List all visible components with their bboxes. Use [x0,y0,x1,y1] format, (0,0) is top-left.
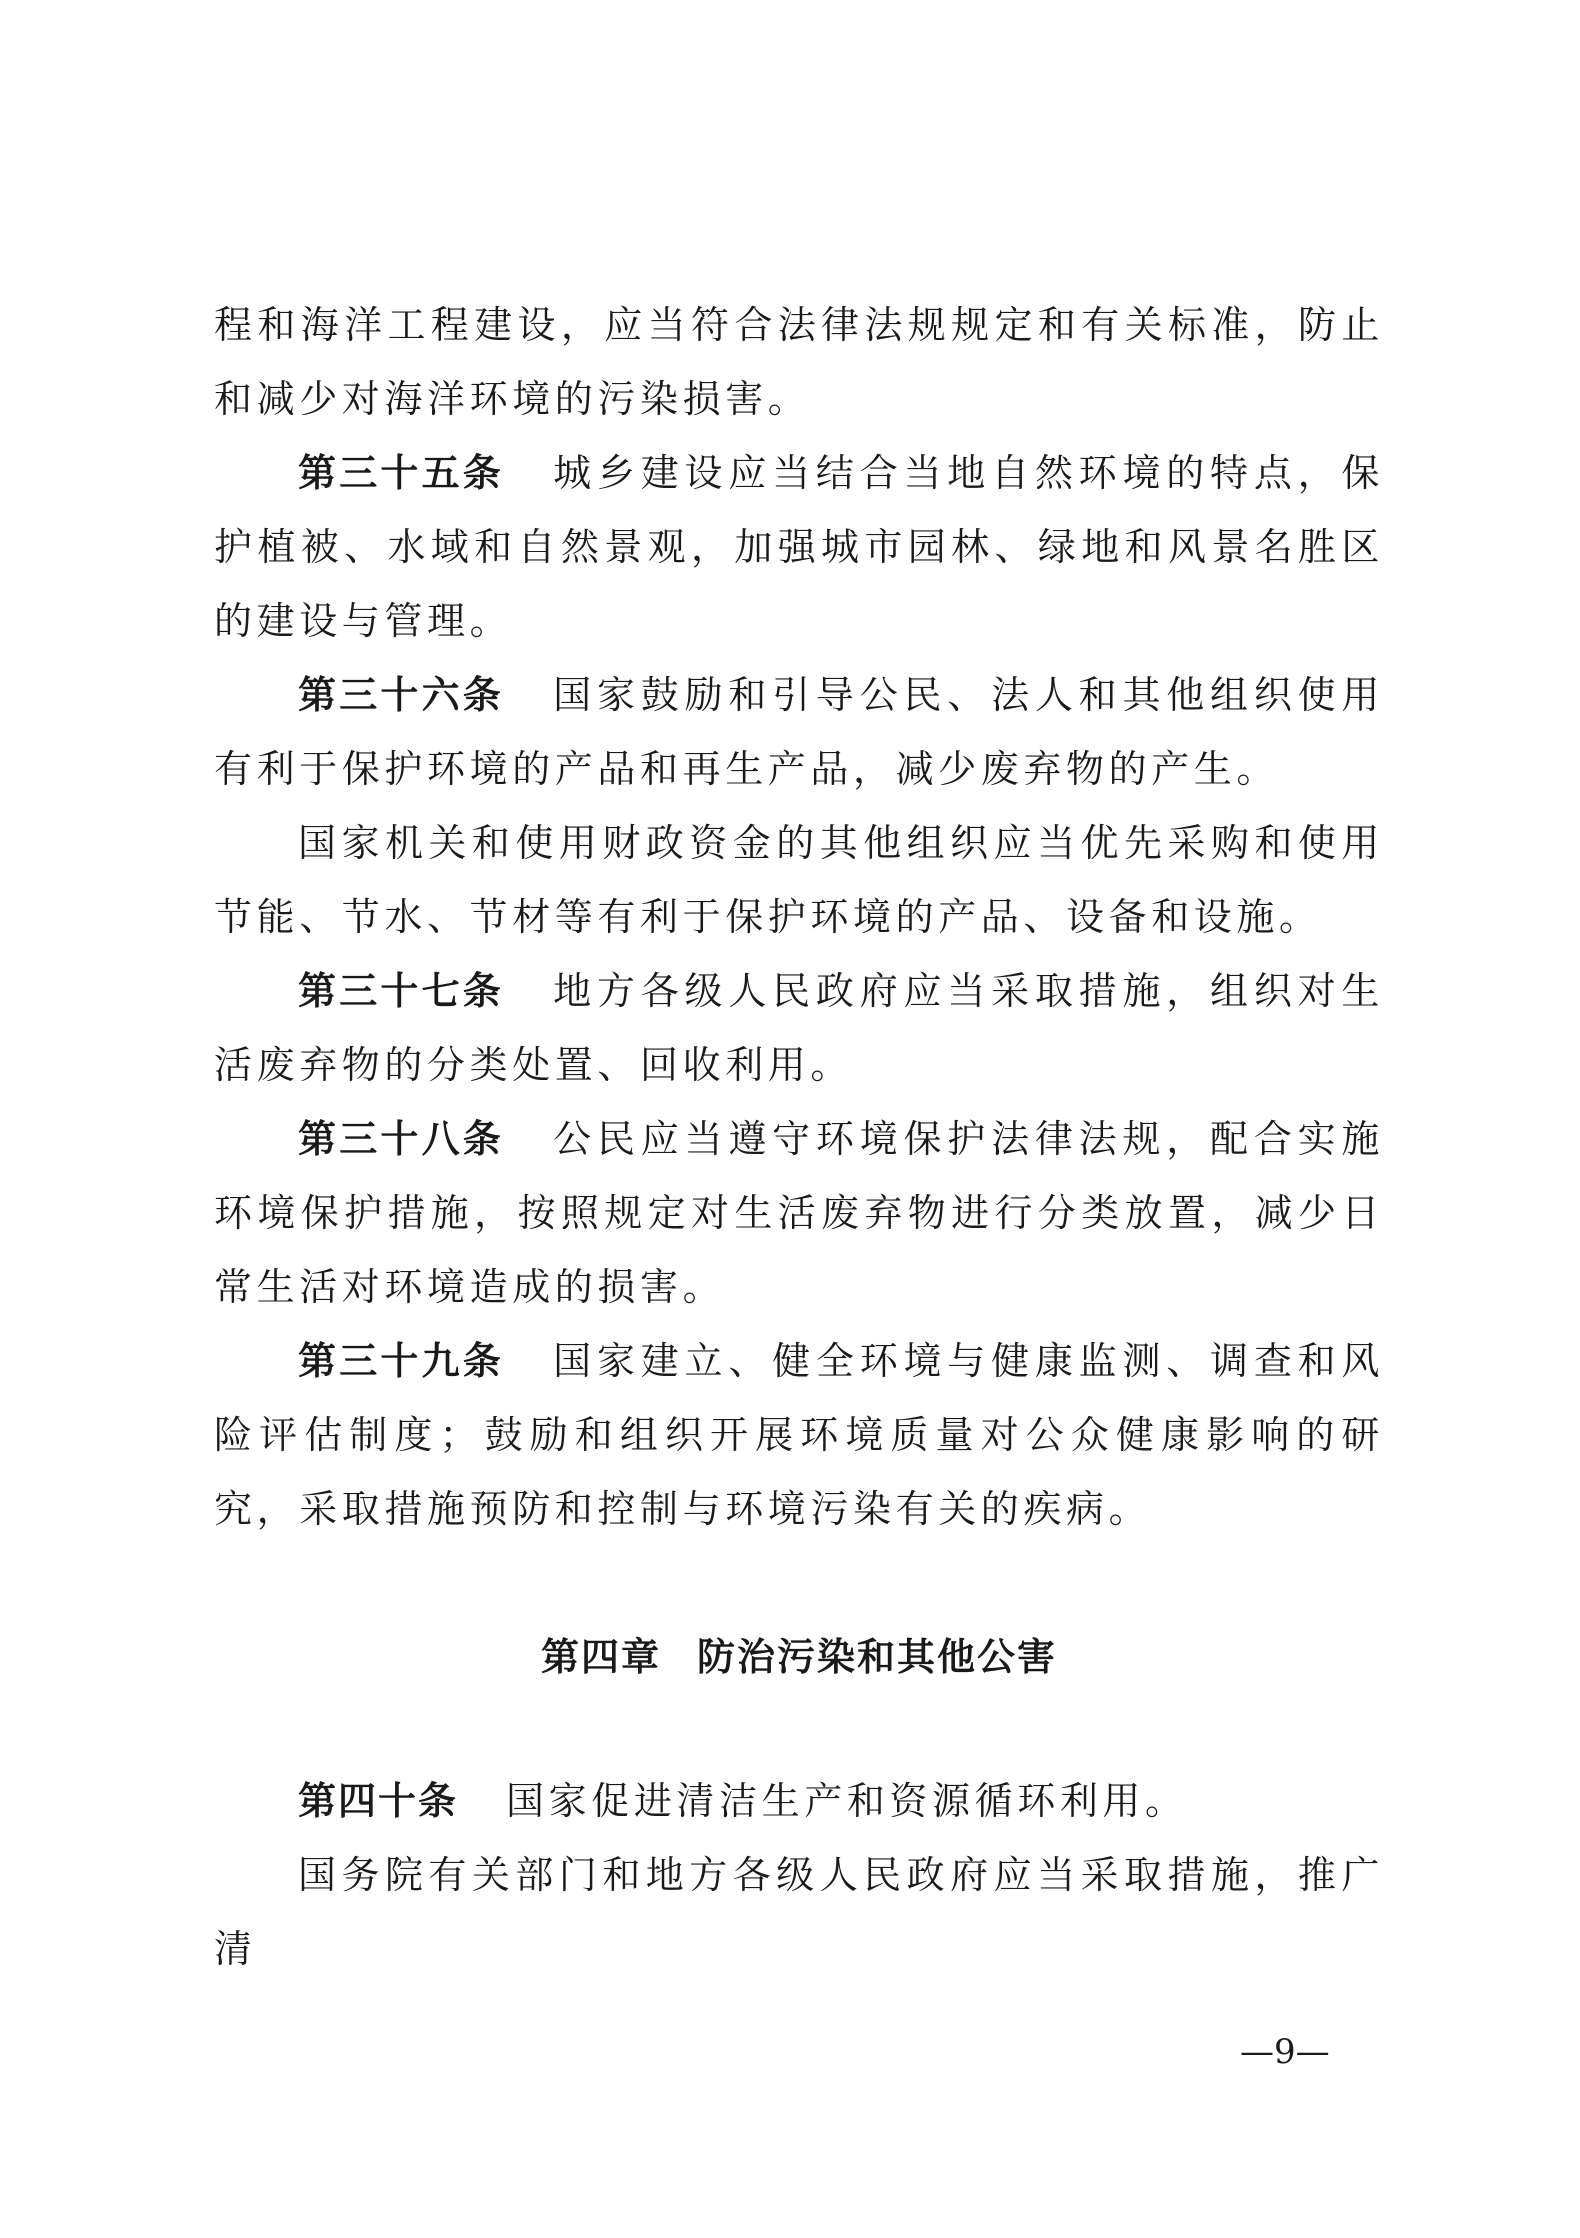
article-37 [214,954,1384,1102]
chapter-heading [214,1620,1384,1694]
article-38-text: 公民应当遵守环境保护法律法规，配合实施环境保护措施，按照规定对生活废弃物进行分类放置，减少日常生活对环境造成的损害。 [214,1117,1384,1309]
article-38 [214,1102,1384,1324]
article-35-text: 城乡建设应当结合当地自然环境的特点，保护植被、水域和自然景观，加强城市园林、绿地和风景名胜区的建设与管理。 [214,451,1384,643]
article-39 [214,1324,1384,1546]
article-40-text: 国家促进清洁生产和资源循环利用。 [506,1779,1188,1823]
article-40-title: 第四十条 [298,1779,459,1823]
article-36 [214,658,1384,806]
article-40 [214,1764,1384,1838]
article-40-paragraph-2 [214,1838,1384,1986]
article-40-p2-text: 国务院有关部门和地方各级人民政府应当采取措施，推广清 [214,1853,1384,1971]
article-35 [214,436,1384,658]
page-number: —9— [1240,2032,1330,2072]
article-37-title: 第三十七条 [298,969,504,1013]
article-35-title: 第三十五条 [298,451,504,495]
article-37-text: 地方各级人民政府应当采取措施，组织对生活废弃物的分类处置、回收利用。 [214,969,1384,1087]
chapter-title: 防治污染和其他公害 [697,1635,1058,1679]
article-36-paragraph-2 [214,806,1384,954]
chapter-number: 第四章 [540,1635,661,1679]
article-38-title: 第三十八条 [298,1117,504,1161]
document-body [214,288,1384,1986]
paragraph-continuation [214,288,1384,436]
paragraph-text: 程和海洋工程建设，应当符合法律法规规定和有关标准，防止和减少对海洋环境的污染损害。 [214,303,1384,421]
article-36-title: 第三十六条 [298,673,504,717]
article-36-p2-text: 国家机关和使用财政资金的其他组织应当优先采购和使用节能、节水、节材等有利于保护环境的产品、设备和设施。 [214,821,1384,939]
article-36-text: 国家鼓励和引导公民、法人和其他组织使用有利于保护环境的产品和再生产品，减少废弃物的产生。 [214,673,1384,791]
article-39-title: 第三十九条 [298,1339,504,1383]
article-39-text: 国家建立、健全环境与健康监测、调查和风险评估制度；鼓励和组织开展环境质量对公众健康影响的研究，采取措施预防和控制与环境污染有关的疾病。 [214,1339,1384,1531]
